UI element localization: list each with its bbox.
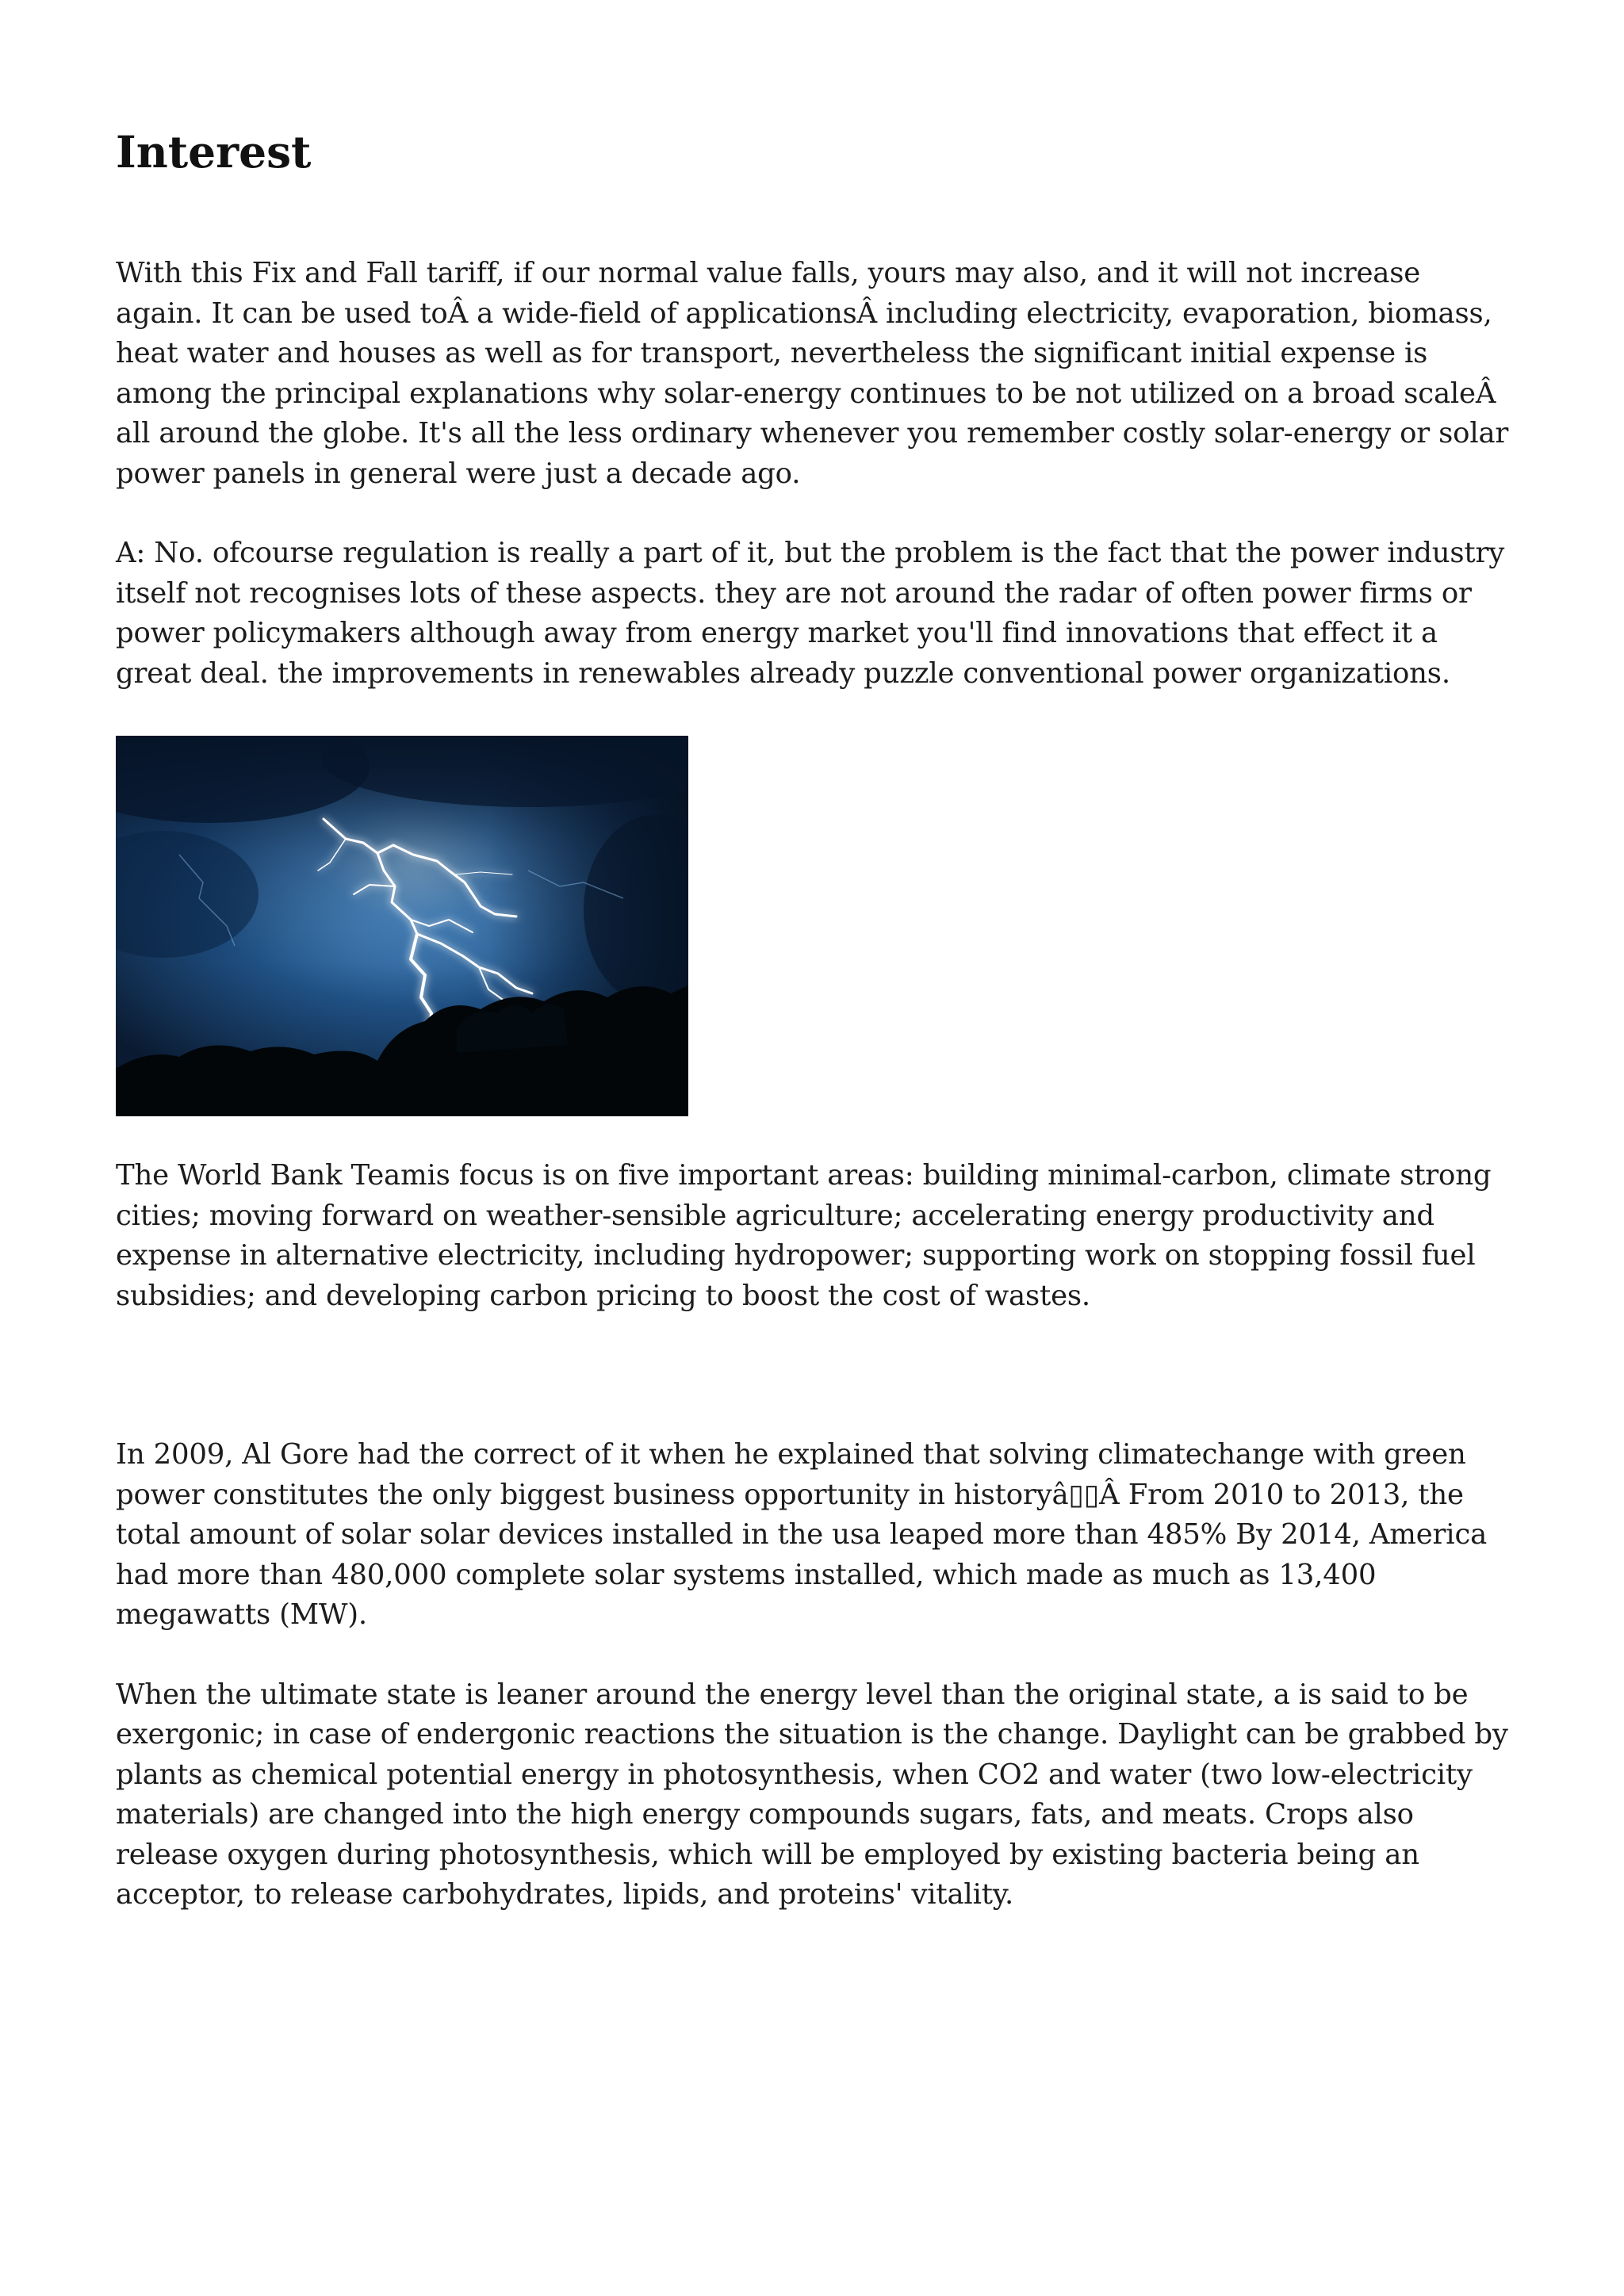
- paragraph-2: A: No. ofcourse regulation is really a part of it, but the problem is the fact that the power industry itself not recognises lots of these aspects. they are not around the radar of often power firms or power policymakers although away from energy market you'll find innovations that effect it a great deal. the improvements in renewables already puzzle conventional power organizations.: [116, 537, 1505, 690]
- paragraph-5: When the ultimate state is leaner around the energy level than the original state, a is said to be exergonic; in case of endergonic reactions the situation is the change. Daylight can be grabbed by plants as chemical potential energy in photosynthesis, when CO2 and water (two low-electricity materials) are changed into the high energy compounds sugars, fats, and meats. Crops also release oxygen during photosynthesis, which will be employed by existing bacteria being an acceptor, to release carbohydrates, lipids, and proteins' vitality.: [116, 1678, 1508, 1911]
- paragraph-1: With this Fix and Fall tariff, if our normal value falls, yours may also, and it will not increase again. It can be used toÂ a wide-field of applicationsÂ including electricity, evaporation, biomass, heat water and houses as well as for transport, nevertheless the significant initial expense is among the principal explanations why solar-energy continues to be not utilized on a broad scaleÂ all around the globe. It's all the less ordinary whenever you remember costly solar-energy or solar power panels in general were just a decade ago.: [116, 257, 1509, 490]
- paragraph-3: The World Bank Teamis focus is on five important areas: building minimal-carbon, climate strong cities; moving forward on weather-sensible agriculture; accelerating energy productivity and expense in alternative electricity, including hydropower; supporting work on stopping fossil fuel subsidies; and developing carbon pricing to boost the cost of wastes.: [116, 1159, 1492, 1312]
- page-title: Interest: [116, 126, 312, 178]
- lightning-storm-photo: [116, 736, 688, 1116]
- article: [116, 119, 1511, 1915]
- paragraph-4: In 2009, Al Gore had the correct of it when he explained that solving climatechange with green power constitutes the only biggest business opportunity in historyâ▯▯Â From 2010 to 2013, the total amount of solar solar devices installed in the usa leaped more than 485% By 2014, America had more than 480,000 complete solar systems installed, which made as much as 13,400 megawatts (MW).: [116, 1438, 1488, 1631]
